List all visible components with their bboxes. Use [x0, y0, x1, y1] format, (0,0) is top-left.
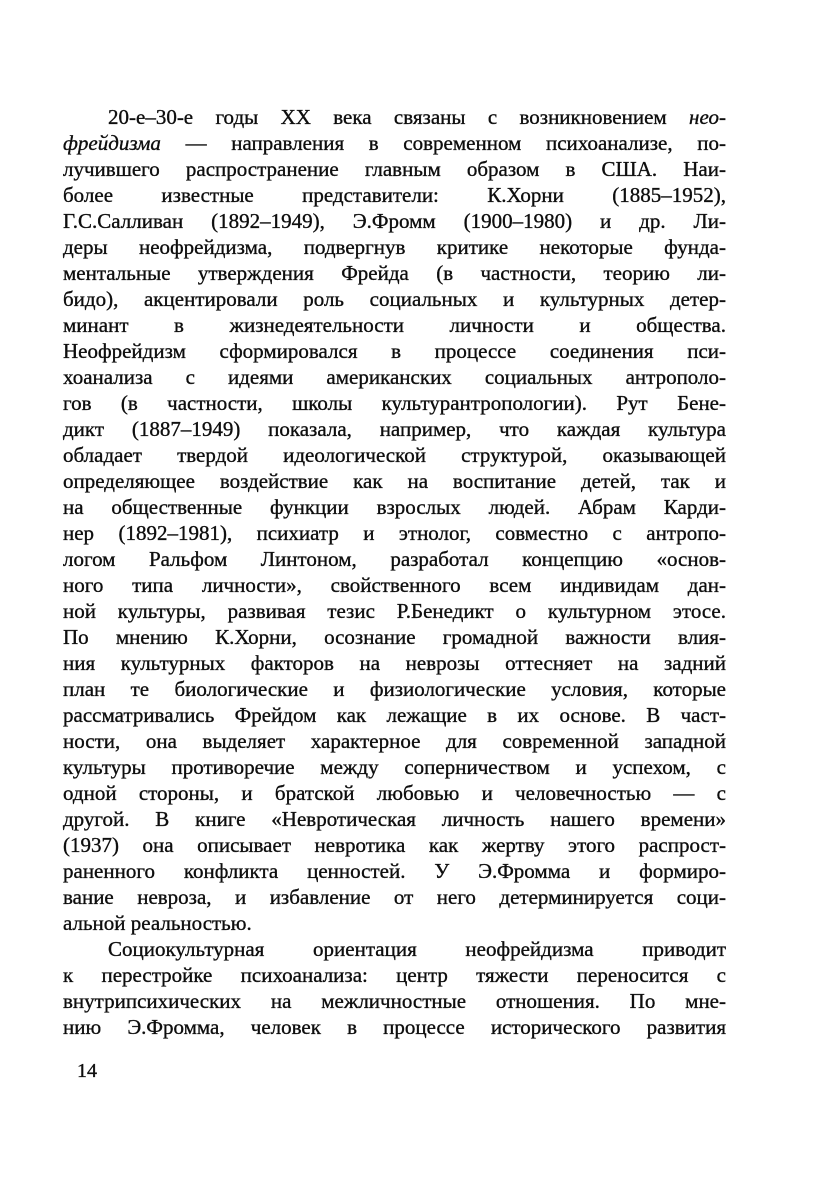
text-segment: логом Ральфом Линтоном, разработал концепцию «основ-	[63, 547, 726, 571]
text-line	[63, 312, 726, 338]
paragraph	[63, 104, 726, 936]
text-line	[63, 910, 726, 936]
text-line	[63, 104, 726, 130]
text-line	[63, 780, 726, 806]
text-line	[63, 338, 726, 364]
text-segment: раненного конфликта ценностей. У Э.Фромма и формиро-	[63, 859, 726, 883]
text-line	[63, 650, 726, 676]
text-segment: хоанализа с идеями американских социальных антрополо-	[63, 365, 726, 389]
text-segment: гов (в частности, школы культурантропологии). Рут Бене-	[63, 391, 726, 415]
text-segment: минант в жизнедеятельности личности и общества.	[63, 313, 726, 337]
text-line	[63, 468, 726, 494]
text-line	[63, 416, 726, 442]
text-line	[63, 260, 726, 286]
text-line	[63, 364, 726, 390]
text-segment: деры неофрейдизма, подвергнув критике некоторые фунда-	[63, 235, 726, 259]
text-segment: 20-е–30-е годы XX века связаны с возникновением	[108, 105, 690, 129]
text-segment: нию Э.Фромма, человек в процессе исторического развития	[63, 1015, 726, 1039]
text-segment: ной культуры, развивая тезис Р.Бенедикт о культурном этосе.	[63, 599, 726, 623]
text-line	[63, 624, 726, 650]
text-segment: вание невроза, и избавление от него детерминируется соци-	[63, 885, 726, 909]
text-line	[63, 234, 726, 260]
text-line	[63, 936, 726, 962]
text-line	[63, 390, 726, 416]
text-segment: на общественные функции взрослых людей. Абрам Карди-	[63, 495, 726, 519]
text-line	[63, 884, 726, 910]
italic-text-segment: нео-	[689, 105, 726, 129]
text-segment: По мнению К.Хорни, осознание громадной важности влия-	[63, 625, 726, 649]
text-segment: — направления в современном психоанализе, по-	[160, 131, 726, 155]
text-segment: другой. В книге «Невротическая личность нашего времени»	[63, 807, 726, 831]
text-line	[63, 442, 726, 468]
text-line	[63, 858, 726, 884]
text-segment: ния культурных факторов на неврозы оттесняет на задний	[63, 651, 726, 675]
paragraph	[63, 936, 726, 1040]
text-segment: к перестройке психоанализа: центр тяжести переносится с	[63, 963, 726, 987]
text-line	[63, 156, 726, 182]
text-block	[63, 104, 726, 1040]
text-line	[63, 546, 726, 572]
text-line	[63, 962, 726, 988]
text-line	[63, 988, 726, 1014]
text-segment: ментальные утверждения Фрейда (в частности, теорию ли-	[63, 261, 726, 285]
text-line	[63, 494, 726, 520]
text-segment: культуры противоречие между соперничеством и успехом, с	[63, 755, 726, 779]
text-line	[63, 286, 726, 312]
page-number: 14	[77, 1060, 97, 1082]
text-segment: лучившего распространение главным образом в США. Наи-	[63, 157, 726, 181]
text-segment: дикт (1887–1949) показала, например, что каждая культура	[63, 417, 726, 441]
text-segment: нер (1892–1981), психиатр и этнолог, совместно с антропо-	[63, 521, 726, 545]
text-line	[63, 676, 726, 702]
text-line	[63, 728, 726, 754]
text-segment: ности, она выделяет характерное для современной западной	[63, 729, 726, 753]
text-segment: внутрипсихических на межличностные отношения. По мне-	[63, 989, 726, 1013]
text-segment: одной стороны, и братской любовью и человечностью — с	[63, 781, 726, 805]
text-segment: Г.С.Салливан (1892–1949), Э.Фромм (1900–1980) и др. Ли-	[63, 209, 726, 233]
text-segment: рассматривались Фрейдом как лежащие в их основе. В част-	[63, 703, 726, 727]
text-segment: более известные представители: К.Хорни (1885–1952),	[63, 183, 726, 207]
text-segment: план те биологические и физиологические условия, которые	[63, 677, 726, 701]
text-segment: (1937) она описывает невротика как жертву этого распрост-	[63, 833, 726, 857]
text-line	[63, 1014, 726, 1040]
text-line	[63, 182, 726, 208]
text-line	[63, 520, 726, 546]
text-line	[63, 208, 726, 234]
text-line	[63, 832, 726, 858]
text-segment: Неофрейдизм сформировался в процессе соединения пси-	[63, 339, 726, 363]
text-line	[63, 130, 726, 156]
text-segment: Социокультурная ориентация неофрейдизма приводит	[108, 937, 726, 961]
text-segment: определяющее воздействие как на воспитание детей, так и	[63, 469, 726, 493]
text-line	[63, 702, 726, 728]
italic-text-segment: фрейдизма	[63, 131, 161, 155]
text-segment: альной реальностью.	[63, 911, 252, 935]
text-line	[63, 572, 726, 598]
text-line	[63, 806, 726, 832]
text-line	[63, 598, 726, 624]
text-segment: обладает твердой идеологической структурой, оказывающей	[63, 443, 726, 467]
text-segment: ного типа личности», свойственного всем индивидам дан-	[63, 573, 726, 597]
text-segment: бидо), акцентировали роль социальных и культурных детер-	[63, 287, 726, 311]
text-line	[63, 754, 726, 780]
